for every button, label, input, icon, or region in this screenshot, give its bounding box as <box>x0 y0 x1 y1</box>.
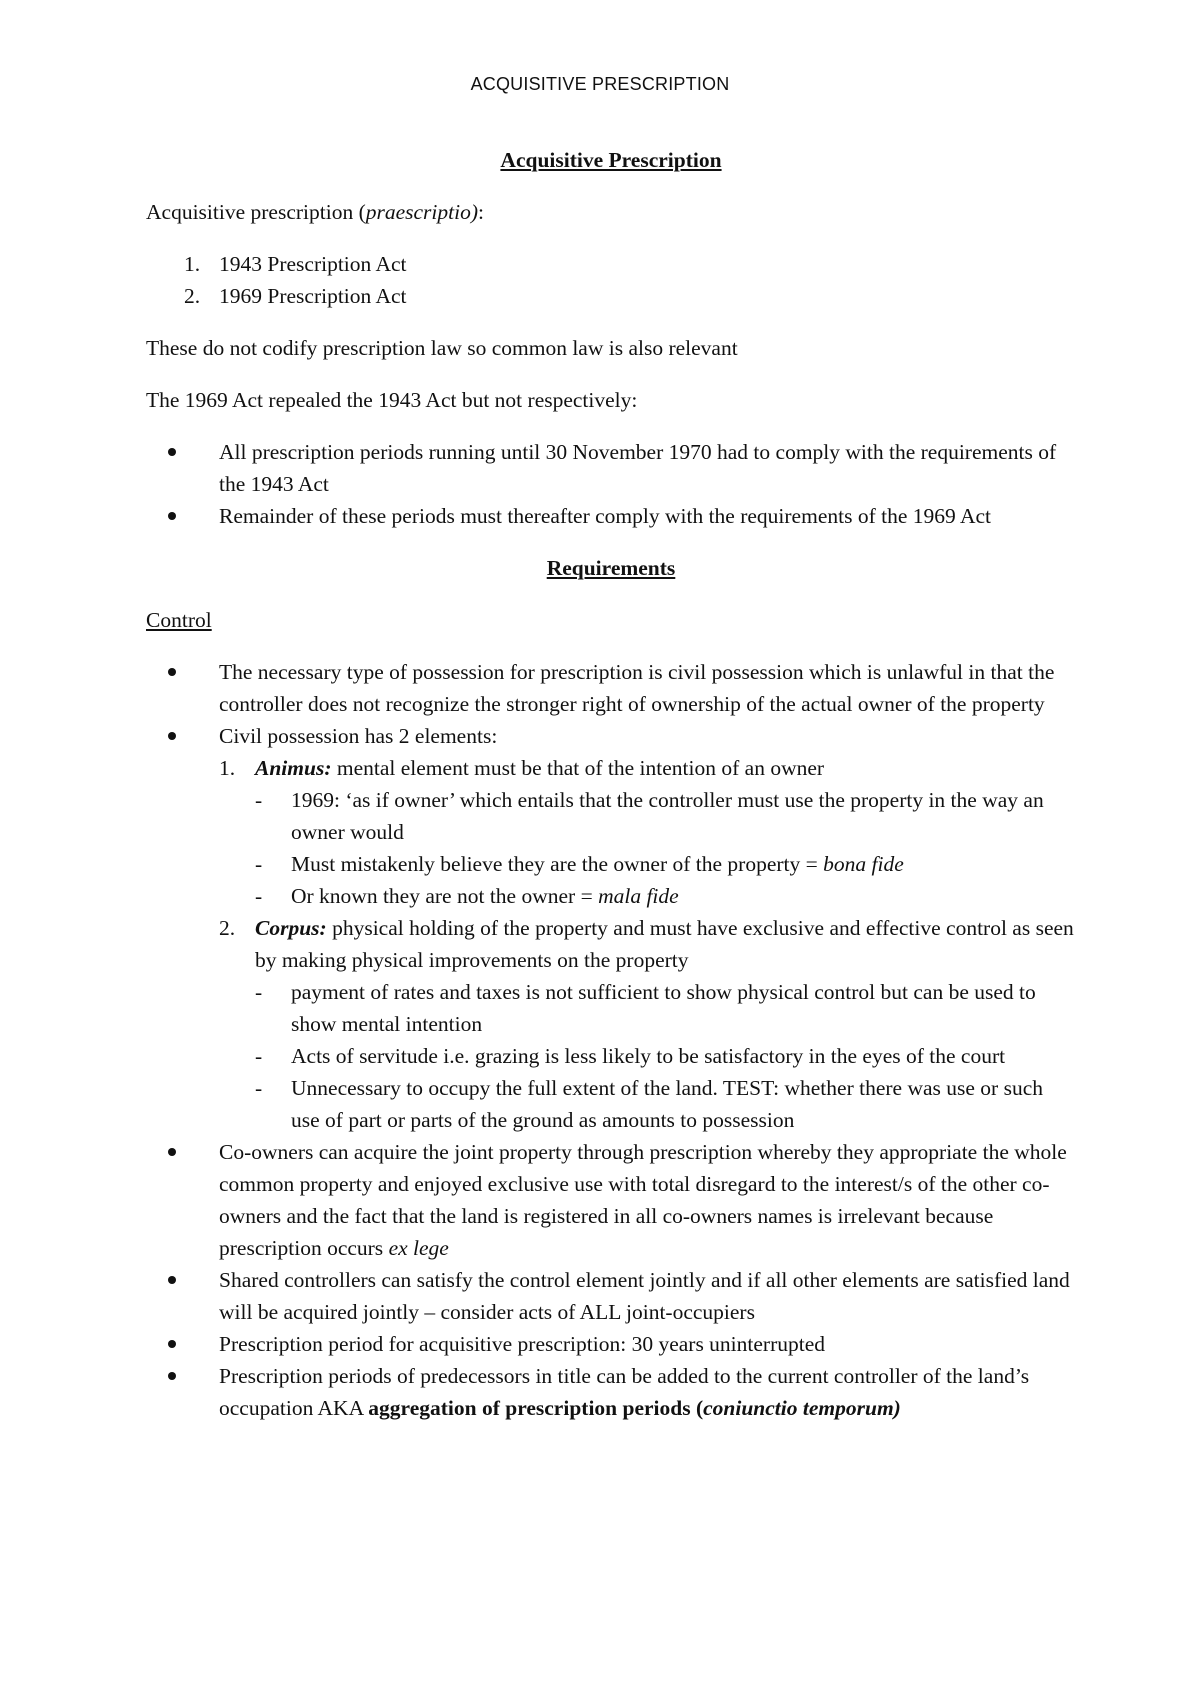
list-marker: 1. <box>219 756 236 780</box>
intro-line <box>146 196 1076 228</box>
dash-marker: - <box>255 884 263 908</box>
element-label: Animus: <box>255 756 332 780</box>
list-item <box>146 1136 1076 1264</box>
dash-marker: - <box>255 1044 263 1068</box>
repeal-bullets <box>146 436 1076 532</box>
repeal-note: The 1969 Act repealed the 1943 Act but not respectively: <box>146 388 638 412</box>
list-item <box>146 248 1076 280</box>
list-item-italic: mala fide <box>598 884 679 908</box>
list-item-text: Remainder of these periods must thereafter comply with the requirements of the 1969 Act <box>219 504 991 528</box>
bullet-icon <box>168 448 176 456</box>
list-item-text: Acts of servitude i.e. grazing is less likely to be satisfactory in the eyes of the court <box>291 1044 1006 1068</box>
dash-marker: - <box>255 852 263 876</box>
list-item-text: Civil possession has 2 elements: <box>219 724 498 748</box>
bullet-icon <box>168 512 176 520</box>
list-item <box>255 784 1076 848</box>
document-body <box>146 144 1076 1424</box>
corpus-subpoints <box>255 976 1076 1136</box>
list-marker: 1. <box>184 252 201 276</box>
list-item-bold: aggregation of prescription periods ( <box>368 1396 704 1420</box>
list-item-text: 1943 Prescription Act <box>219 252 407 276</box>
list-item-text: Co-owners can acquire the joint property through prescription whereby they appropriate the whole common property and enjoyed exclusive use with total disregard to the interest/s of the other co-owners and the fact that the land is registered in all co-owners names is irrelevant because prescription occurs <box>219 1140 1067 1260</box>
list-item-text: All prescription periods running until 30 November 1970 had to comply with the requirements of the 1943 Act <box>219 440 1057 496</box>
intro-text: Acquisitive prescription ( <box>146 200 366 224</box>
list-item-text: Prescription periods of predecessors in title can be added to the current controller of the land’s occupation AKA <box>219 1364 1030 1420</box>
dash-marker: - <box>255 788 263 812</box>
element-corpus <box>219 912 1076 1136</box>
element-text: mental element must be that of the intention of an owner <box>331 756 825 780</box>
list-item-text: Unnecessary to occupy the full extent of the land. TEST: whether there was use or such use of part or parts of the ground as amounts to possession <box>291 1076 1043 1132</box>
elements-list <box>219 752 1076 1136</box>
animus-subpoints <box>255 784 1076 912</box>
list-marker: 2. <box>184 284 201 308</box>
codify-note: These do not codify prescription law so common law is also relevant <box>146 336 738 360</box>
element-animus <box>219 752 1076 912</box>
control-heading: Control <box>146 608 212 632</box>
page-header: ACQUISITIVE PRESCRIPTION <box>470 74 730 94</box>
list-item <box>146 1360 1076 1424</box>
bullet-icon <box>168 1340 176 1348</box>
dash-marker: - <box>255 980 263 1004</box>
list-item <box>255 880 1076 912</box>
bullet-icon <box>168 1148 176 1156</box>
list-item <box>146 500 1076 532</box>
intro-italic: praescriptio) <box>365 200 479 224</box>
list-item-text: The necessary type of possession for prescription is civil possession which is unlawful in that the controller does not recognize the stronger right of ownership of the actual owner of the property <box>219 660 1055 716</box>
list-item <box>255 848 1076 880</box>
list-item-text: Or known they are not the owner = <box>291 884 599 908</box>
list-item-text: Prescription period for acquisitive prescription: 30 years uninterrupted <box>219 1332 826 1356</box>
bullet-icon <box>168 732 176 740</box>
list-item-text: Must mistakenly believe they are the owner of the property = <box>291 852 824 876</box>
list-item <box>146 1328 1076 1360</box>
list-item-italic: ex lege <box>388 1236 449 1260</box>
requirements-heading: Requirements <box>546 556 676 580</box>
intro-colon: : <box>478 200 484 224</box>
acts-list <box>146 248 1076 312</box>
element-label: Corpus: <box>255 916 327 940</box>
list-item <box>146 720 1076 1136</box>
list-item-bold-italic: coniunctio temporum) <box>703 1396 901 1420</box>
list-item-italic: bona fide <box>823 852 904 876</box>
list-item <box>255 1040 1076 1072</box>
element-text: physical holding of the property and must have exclusive and effective control as seen by making physical improvements on the property <box>255 916 1074 972</box>
list-item <box>255 1072 1076 1136</box>
list-item <box>146 1264 1076 1328</box>
list-item <box>146 280 1076 312</box>
list-item <box>146 656 1076 720</box>
list-item <box>255 976 1076 1040</box>
list-marker: 2. <box>219 916 236 940</box>
bullet-icon <box>168 668 176 676</box>
document-title: Acquisitive Prescription <box>500 148 722 172</box>
list-item-text: payment of rates and taxes is not sufficient to show physical control but can be used to show mental intention <box>291 980 1036 1036</box>
list-item-text: Shared controllers can satisfy the control element jointly and if all other elements are satisfied land will be acquired jointly – consider acts of ALL joint-occupiers <box>219 1268 1070 1324</box>
bullet-icon <box>168 1276 176 1284</box>
control-bullets <box>146 656 1076 1424</box>
list-item <box>146 436 1076 500</box>
list-item-text: 1969: ‘as if owner’ which entails that the controller must use the property in the way an owner would <box>291 788 1044 844</box>
bullet-icon <box>168 1372 176 1380</box>
dash-marker: - <box>255 1076 263 1100</box>
list-item-text: 1969 Prescription Act <box>219 284 407 308</box>
